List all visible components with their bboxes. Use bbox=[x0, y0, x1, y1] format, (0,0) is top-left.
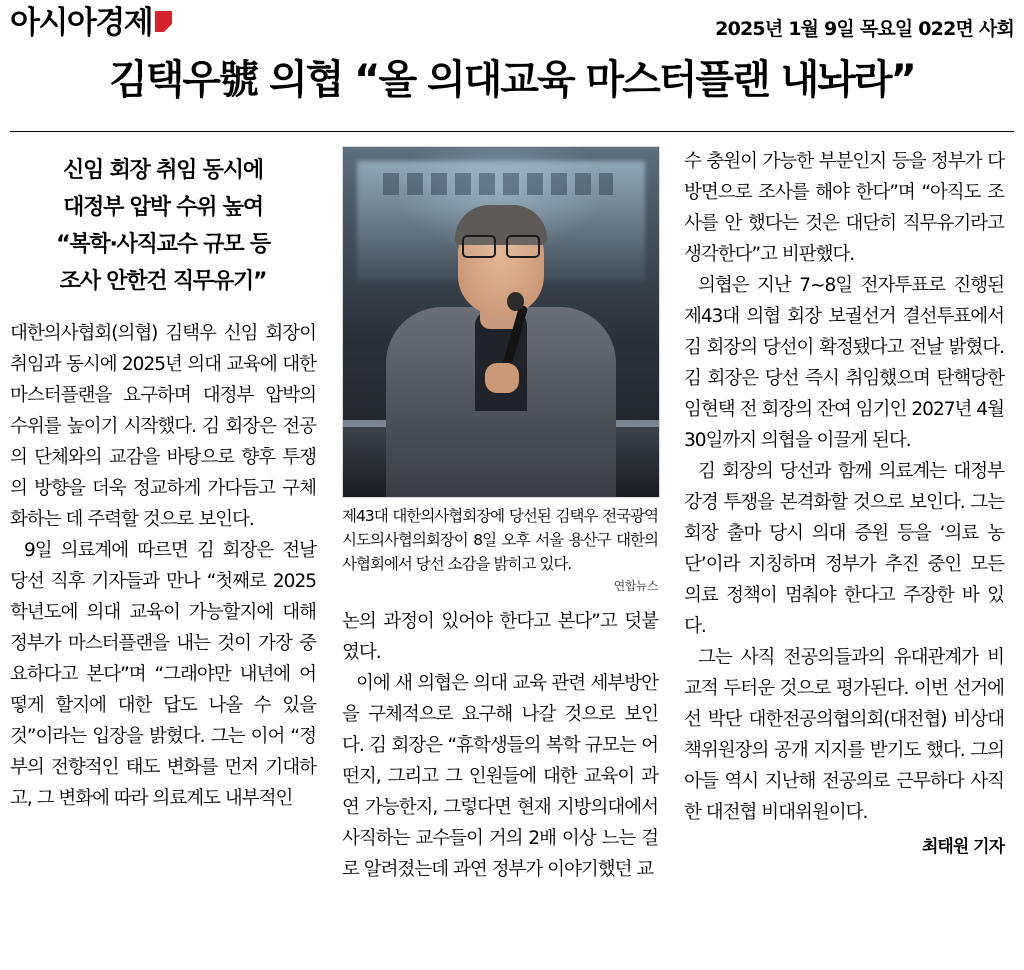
paragraph: 그는 사직 전공의들과의 유대관계가 비교적 두터운 것으로 평가된다. 이번 선거에선 박단 대한전공의협의회(대전협) 비상대책위원장의 공개 지지를 받기도 했다. 그의 아들 역시 지난해 전공의로 근무하다 사직한 대전협 비대위원이다. bbox=[684, 646, 1004, 823]
glasses-icon bbox=[462, 235, 540, 255]
paragraph: 대한의사협회(의협) 김택우 신임 회장이 취임과 동시에 2025년 의대 교육에 대한 마스터플랜을 요구하며 대정부 압박의 수위를 높이기 시작했다. 김 회장은 전공의 단체와의 교감을 바탕으로 향후 투쟁의 방향을 더욱 정교하게 가다듬고 구체화하는 데 주력할 것으로 보인다. bbox=[10, 322, 316, 530]
deck-line-2: 대정부 압박 수위 높여 bbox=[63, 194, 263, 220]
photo-caption: 제43대 대한의사협회장에 당선된 김택우 전국광역시도의사협의회장이 8일 오후 서울 용산구 대한의사협회에서 당선 소감을 밝히고 있다. bbox=[342, 506, 658, 573]
byline: 최태원 기자 bbox=[921, 836, 1004, 857]
paragraph: 이에 새 의협은 의대 교육 관련 세부방안을 구체적으로 요구해 나갈 것으로 보인다. 김 회장은 “휴학생들의 복학 규모는 어떤지, 그리고 그 인원들에 대한 교육이 과연 가능한지, 그렇다면 현재 지방의대에서 사직하는 교수들이 거의 2배 이상 느는 걸로 알려졌는데 과연 정부가 이야기했던 교 bbox=[342, 672, 658, 880]
microphone-head-icon bbox=[507, 292, 524, 311]
body-left bbox=[10, 318, 316, 814]
article-columns bbox=[10, 146, 1014, 885]
column-left bbox=[10, 146, 330, 814]
publication-logo[interactable] bbox=[10, 6, 172, 40]
header-divider bbox=[10, 131, 1014, 132]
paragraph: 논의 과정이 있어야 한다고 본다”고 덧붙였다. bbox=[342, 610, 658, 663]
deck-line-3: “복학·사직교수 규모 등 bbox=[56, 231, 270, 257]
masthead bbox=[10, 6, 1014, 46]
page-title: 김택우號 의협 “올 의대교육 마스터플랜 내놔라” bbox=[109, 57, 915, 103]
paragraph: 의협은 지난 7~8일 전자투표로 진행된 제43대 의협 회장 보궐선거 결선투표에서 김 회장의 당선이 확정됐다고 전날 밝혔다. 김 회장은 당선 즉시 취임했으며 탄핵당한 임현택 전 회장의 잔여 임기인 2027년 4월30일까지 의협을 이끌게 된다. bbox=[684, 274, 1004, 451]
publication-name: 아시아경제 bbox=[10, 5, 153, 41]
deck-line-4: 조사 안한건 직무유기” bbox=[59, 268, 267, 294]
paragraph: 수 충원이 가능한 부분인지 등을 정부가 다방면으로 조사를 해야 한다”며 “아직도 조사를 안 했다는 것은 대단히 직무유기라고 생각한다”고 비판했다. bbox=[684, 150, 1004, 265]
red-flag-mark-icon bbox=[155, 11, 172, 32]
issue-info: 2025년 1월 9일 목요일 022면 사회 bbox=[715, 18, 1014, 40]
press-conference-photo bbox=[342, 146, 660, 498]
body-right bbox=[684, 146, 1004, 828]
column-middle bbox=[330, 146, 670, 885]
speaker-hand bbox=[485, 363, 519, 393]
paragraph: 9일 의료계에 따르면 김 회장은 전날 당선 직후 기자들과 만나 “첫째로 2025학년도에 의대 교육이 가능할지에 대해 정부가 마스터플랜을 내는 것이 가장 중요하다고 본다”며 “그래야만 내년에 어떻게 할지에 대한 답도 나올 수 있을 것”이라는 입장을 밝혔다. 그는 이어 “정부의 전향적인 태도 변화를 먼저 기대하고, 그 변화에 따라 의료계도 내부적인 bbox=[10, 539, 316, 809]
column-right bbox=[670, 146, 1004, 857]
backdrop-screen-text bbox=[383, 173, 613, 195]
article-deck bbox=[10, 152, 316, 300]
deck-line-1: 신임 회장 취임 동시에 bbox=[63, 157, 263, 183]
body-middle bbox=[342, 606, 658, 885]
paragraph: 김 회장의 당선과 함께 의료계는 대정부 강경 투쟁을 본격화할 것으로 보인다. 그는 회장 출마 당시 의대 증원 등을 ‘의료 농단’이라 지칭하며 정부가 추진 중인 모든 의료 정책이 멈춰야 한다고 주장한 바 있다. bbox=[684, 460, 1004, 637]
photo-credit: 연합뉴스 bbox=[613, 578, 658, 593]
